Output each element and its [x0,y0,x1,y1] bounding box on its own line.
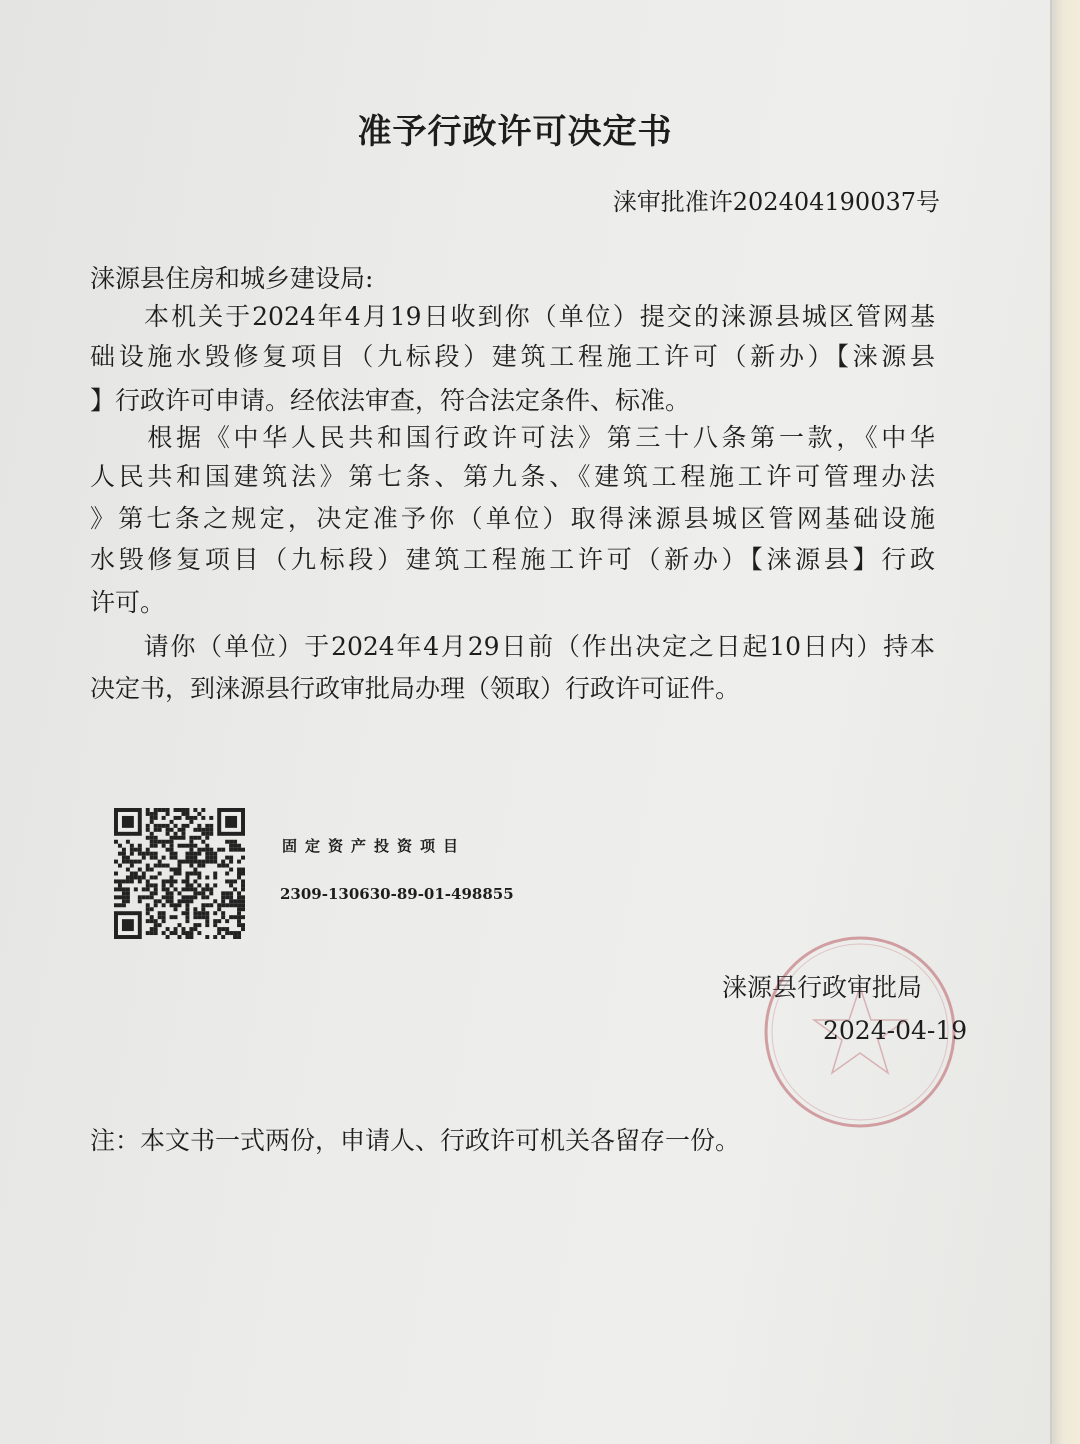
adjacent-paper-edge [1052,0,1080,1444]
body-line: 本机关于2024年4月19日收到你（单位）提交的涞源县城区管网基 [90,302,935,331]
body-line: 人民共和国建筑法》第七条、第九条、《建筑工程施工许可管理办法 [90,462,935,491]
document-number: 涞审批准许202404190037号 [612,188,940,216]
body-line: 决定书，到涞源县行政审批局办理（领取）行政许可证件。 [90,674,741,703]
body-line: 许可。 [90,588,166,617]
body-line: 水毁修复项目（九标段）建筑工程施工许可（新办）【涞源县】行政 [90,545,935,574]
issuing-authority: 涞源县行政审批局 [722,973,923,1002]
qr-code [113,808,246,939]
project-code: 2309-130630-89-01-498855 [280,885,514,903]
paper-edge-line [1050,0,1052,1444]
footnote: 注：本文书一式两份，申请人、行政许可机关各留存一份。 [90,1126,741,1155]
body-line: 础设施水毁修复项目（九标段）建筑工程施工许可（新办）【涞源县 [90,342,935,371]
body-line: 》第七条之规定，决定准予你（单位）取得涞源县城区管网基础设施 [90,504,935,533]
body-line: 】行政许可申请。经依法审查，符合法定条件、标准。 [90,386,691,415]
body-line: 根据《中华人民共和国行政许可法》第三十八条第一款，《中华 [90,423,935,452]
issue-date: 2024-04-19 [823,1016,968,1045]
recipient: 涞源县住房和城乡建设局: [90,264,374,293]
body-line: 请你（单位）于2024年4月29日前（作出决定之日起10日内）持本 [90,632,935,661]
document-title: 准予行政许可决定书 [357,112,673,152]
qr-label: 固定资产投资项目 [282,837,467,855]
